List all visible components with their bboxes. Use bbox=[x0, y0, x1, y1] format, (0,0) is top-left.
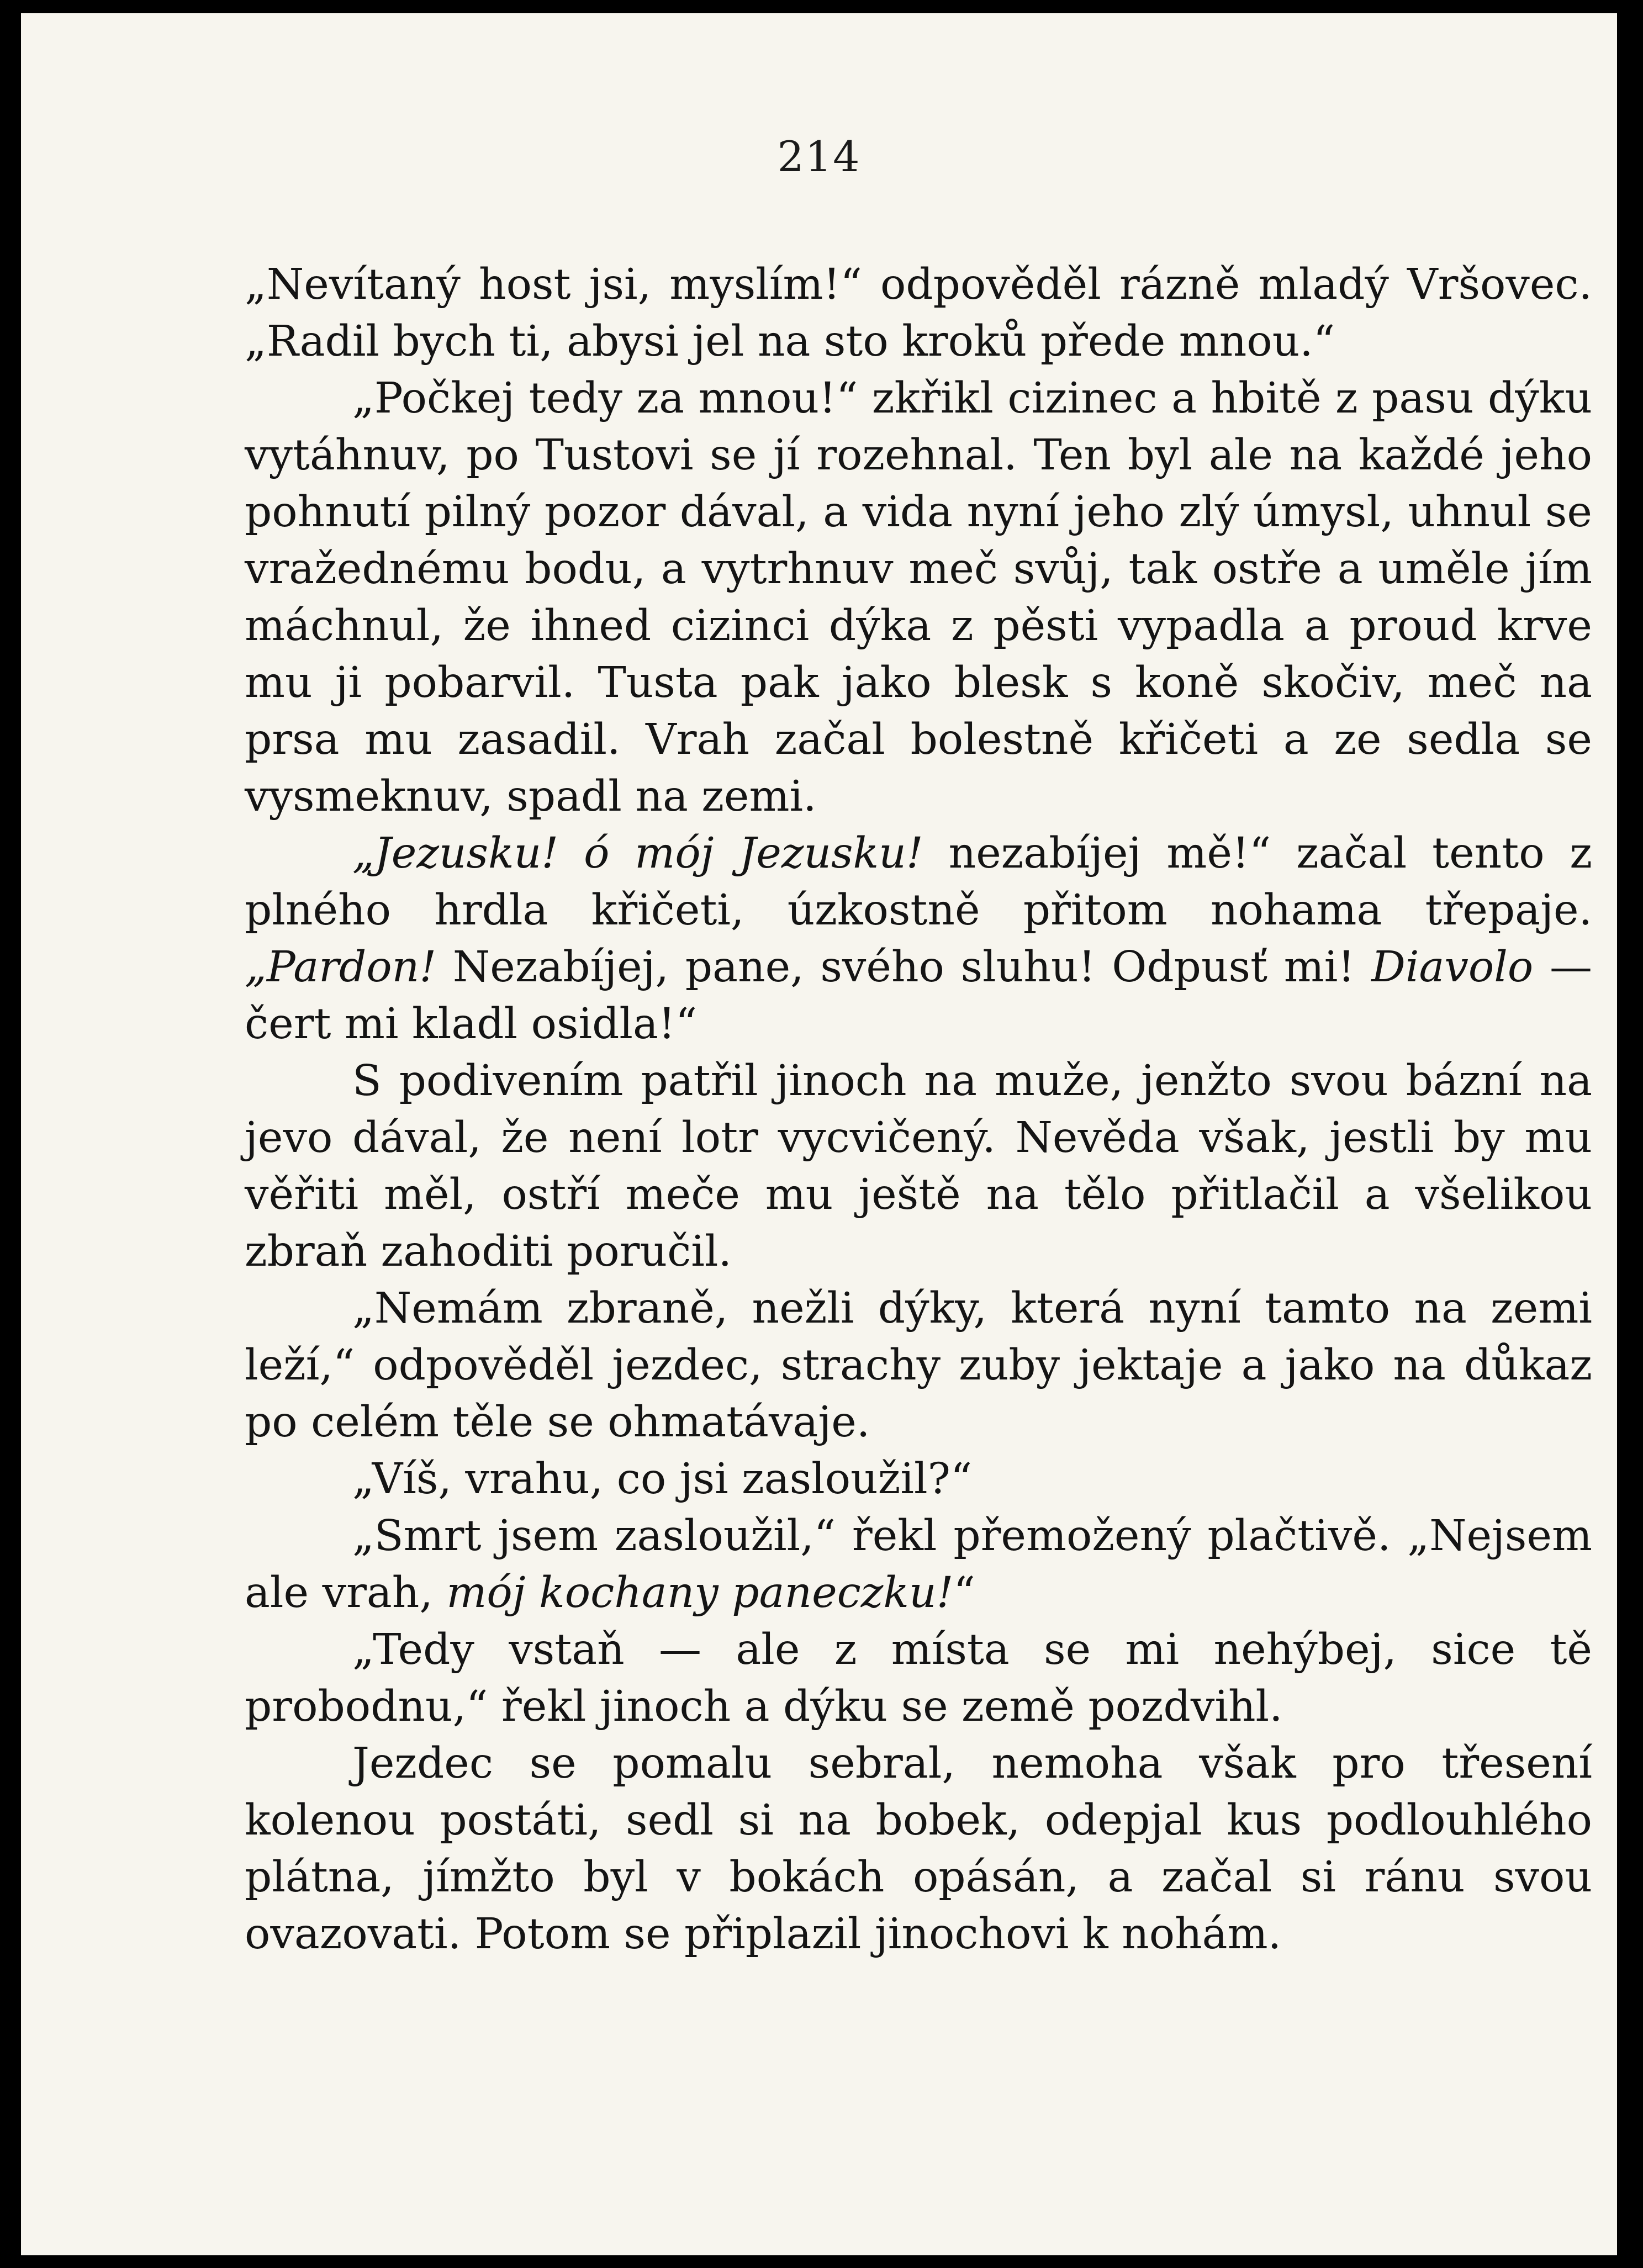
text-segment: „Nevítaný host jsi, myslím!“ odpověděl rázně mladý Vršovec. „Radil bych ti, abysi jel na sto kroků přede mnou.“ bbox=[245, 260, 1592, 366]
text-segment: „Tedy vstaň — ale z místa se mi nehýbej, sice tě probodnu,“ řekl jinoch a dýku se země pozdvihl. bbox=[245, 1625, 1592, 1731]
text-segment: nezabíjej mě!“ začal tento z plného hrdla křičeti, úzkostně přitom nohama třepaje. bbox=[245, 829, 1593, 935]
page-number: 214 bbox=[777, 132, 861, 181]
italic-text-segment: „Pardon! bbox=[245, 943, 437, 992]
text-segment: S podivením patřil jinoch na muže, jenžto svou bázní na jevo dával, že není lotr vycvičený. Nevěda však, jestli by mu věřiti měl, ostří meče mu ještě na tělo přitlačil a všelikou zbraň zahoditi poručil. bbox=[245, 1056, 1592, 1276]
paragraph-5 bbox=[245, 1280, 1592, 1451]
text-segment: „Smrt jsem zasloužil,“ řekl přemožený plačtivě. „Nejsem ale vrah, bbox=[245, 1511, 1592, 1617]
italic-text-segment: „Jezusku! ó mój Jezusku! bbox=[352, 829, 923, 878]
text-segment: “ bbox=[953, 1568, 975, 1617]
text-segment: „Nemám zbraně, nežli dýky, která nyní tamto na zemi leží,“ odpověděl jezdec, strachy zuby jektaje a jako na důkaz po celém těle se ohmatávaje. bbox=[245, 1284, 1592, 1447]
italic-text-segment: Diavolo bbox=[1371, 943, 1534, 992]
italic-text-segment: mój kochany paneczku! bbox=[446, 1568, 954, 1617]
text-segment: Nezabíjej, pane, svého sluhu! Odpusť mi! bbox=[436, 943, 1372, 992]
paragraph-1 bbox=[245, 256, 1592, 370]
paragraph-9 bbox=[245, 1735, 1592, 1963]
text-segment: — čert mi kladl osidla!“ bbox=[245, 943, 1592, 1049]
body-text bbox=[245, 256, 1592, 1963]
paragraph-4 bbox=[245, 1053, 1592, 1280]
paragraph-8 bbox=[245, 1621, 1592, 1735]
paragraph-3 bbox=[245, 825, 1592, 1053]
text-segment: Jezdec se pomalu sebral, nemoha však pro třesení kolenou postáti, sedl si na bobek, odepjal kus podlouhlého plátna, jímžto byl v bokách opásán, a začal si ránu svou ovazovati. Potom se připlazil jinochovi k nohám. bbox=[245, 1739, 1592, 1959]
paragraph-2 bbox=[245, 370, 1592, 825]
paragraph-7 bbox=[245, 1508, 1592, 1621]
text-segment: „Počkej tedy za mnou!“ zkřikl cizinec a hbitě z pasu dýku vytáhnuv, po Tustovi se jí rozehnal. Ten byl ale na každé jeho pohnutí pilný pozor dával, a vida nyní jeho zlý úmysl, uhnul se vražednému bodu, a vytrhnuv meč svůj, tak ostře a uměle jím máchnul, že ihned cizinci dýka z pěsti vypadla a proud krve mu ji pobarvil. Tusta pak jako blesk s koně skočiv, meč na prsa mu zasadil. Vrah začal bolestně křičeti a ze sedla se vysmeknuv, spadl na zemi. bbox=[245, 374, 1592, 821]
book-page bbox=[21, 13, 1617, 2255]
text-segment: „Víš, vrahu, co jsi zasloužil?“ bbox=[352, 1455, 973, 1504]
paragraph-6 bbox=[245, 1451, 1592, 1508]
